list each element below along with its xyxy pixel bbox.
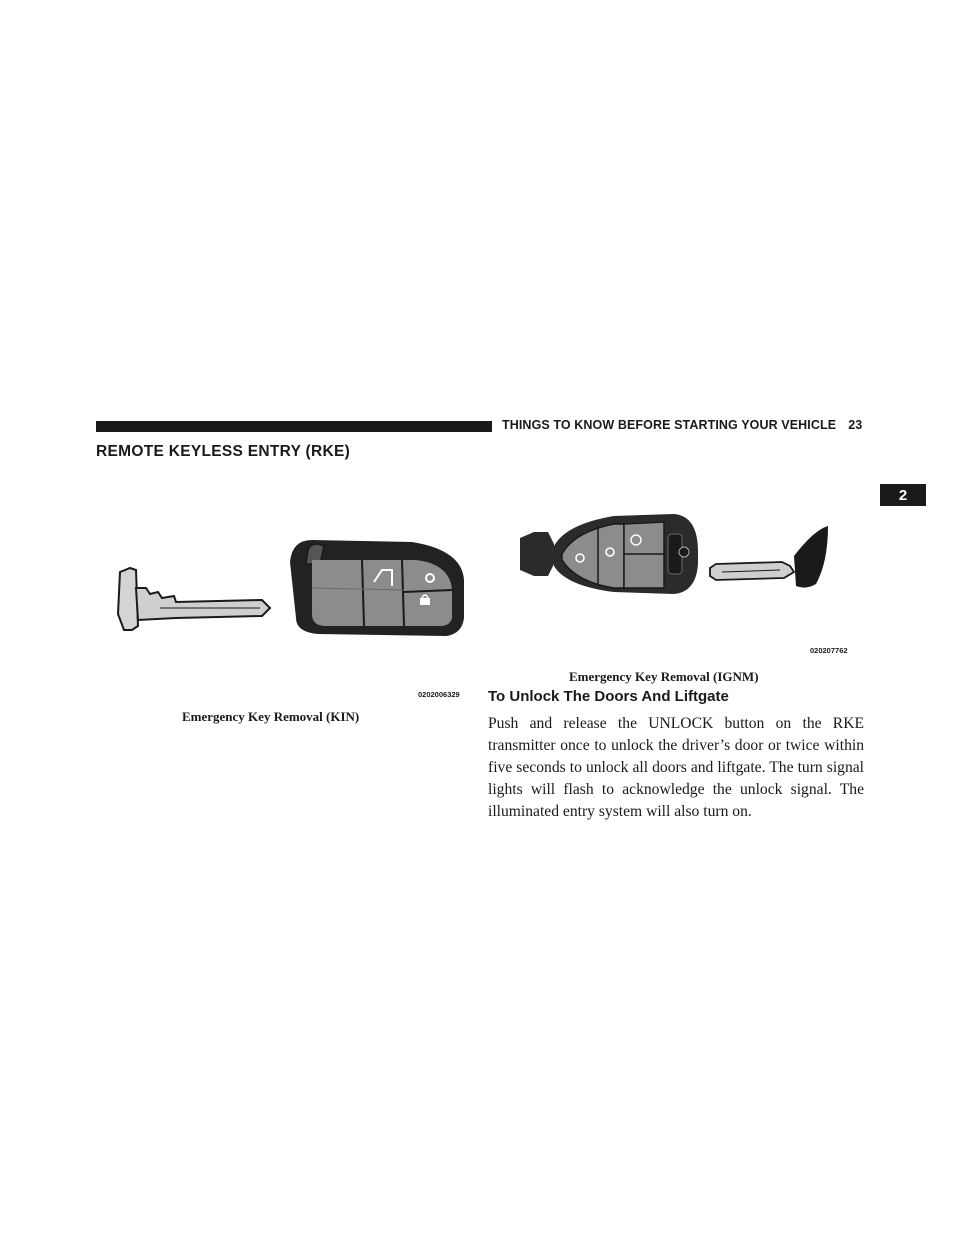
chapter-tab: 2 bbox=[880, 484, 926, 506]
ignm-key-illustration bbox=[514, 502, 862, 660]
section-title: REMOTE KEYLESS ENTRY (RKE) bbox=[96, 443, 351, 460]
subsection-title: To Unlock The Doors And Liftgate bbox=[488, 688, 729, 705]
ignm-emergency-key bbox=[710, 526, 828, 588]
page-number: 23 bbox=[848, 418, 863, 432]
running-header bbox=[502, 418, 862, 432]
emergency-key-blade bbox=[118, 568, 270, 630]
ignm-fob bbox=[520, 514, 698, 594]
figure-caption-ignm: Emergency Key Removal (IGNM) bbox=[569, 669, 759, 684]
figure-caption-kin: Emergency Key Removal (KIN) bbox=[182, 709, 360, 724]
header-rule bbox=[96, 421, 492, 432]
subsection-body: Push and release the UNLOCK button on the RKE transmitter once to unlock the driver’s door or twice within five seconds to unlock all doors and liftgate. The turn signal lights will flash to acknowledge the unlock signal. The illuminated entry system will also turn on. bbox=[488, 715, 864, 820]
kin-fob bbox=[290, 540, 464, 636]
figure-code-kin: 0202006329 bbox=[418, 690, 460, 699]
figure-code-ignm: 020207762 bbox=[810, 646, 848, 655]
kin-key-illustration bbox=[112, 530, 474, 700]
running-title: THINGS TO KNOW BEFORE STARTING YOUR VEHICLE bbox=[502, 418, 837, 432]
